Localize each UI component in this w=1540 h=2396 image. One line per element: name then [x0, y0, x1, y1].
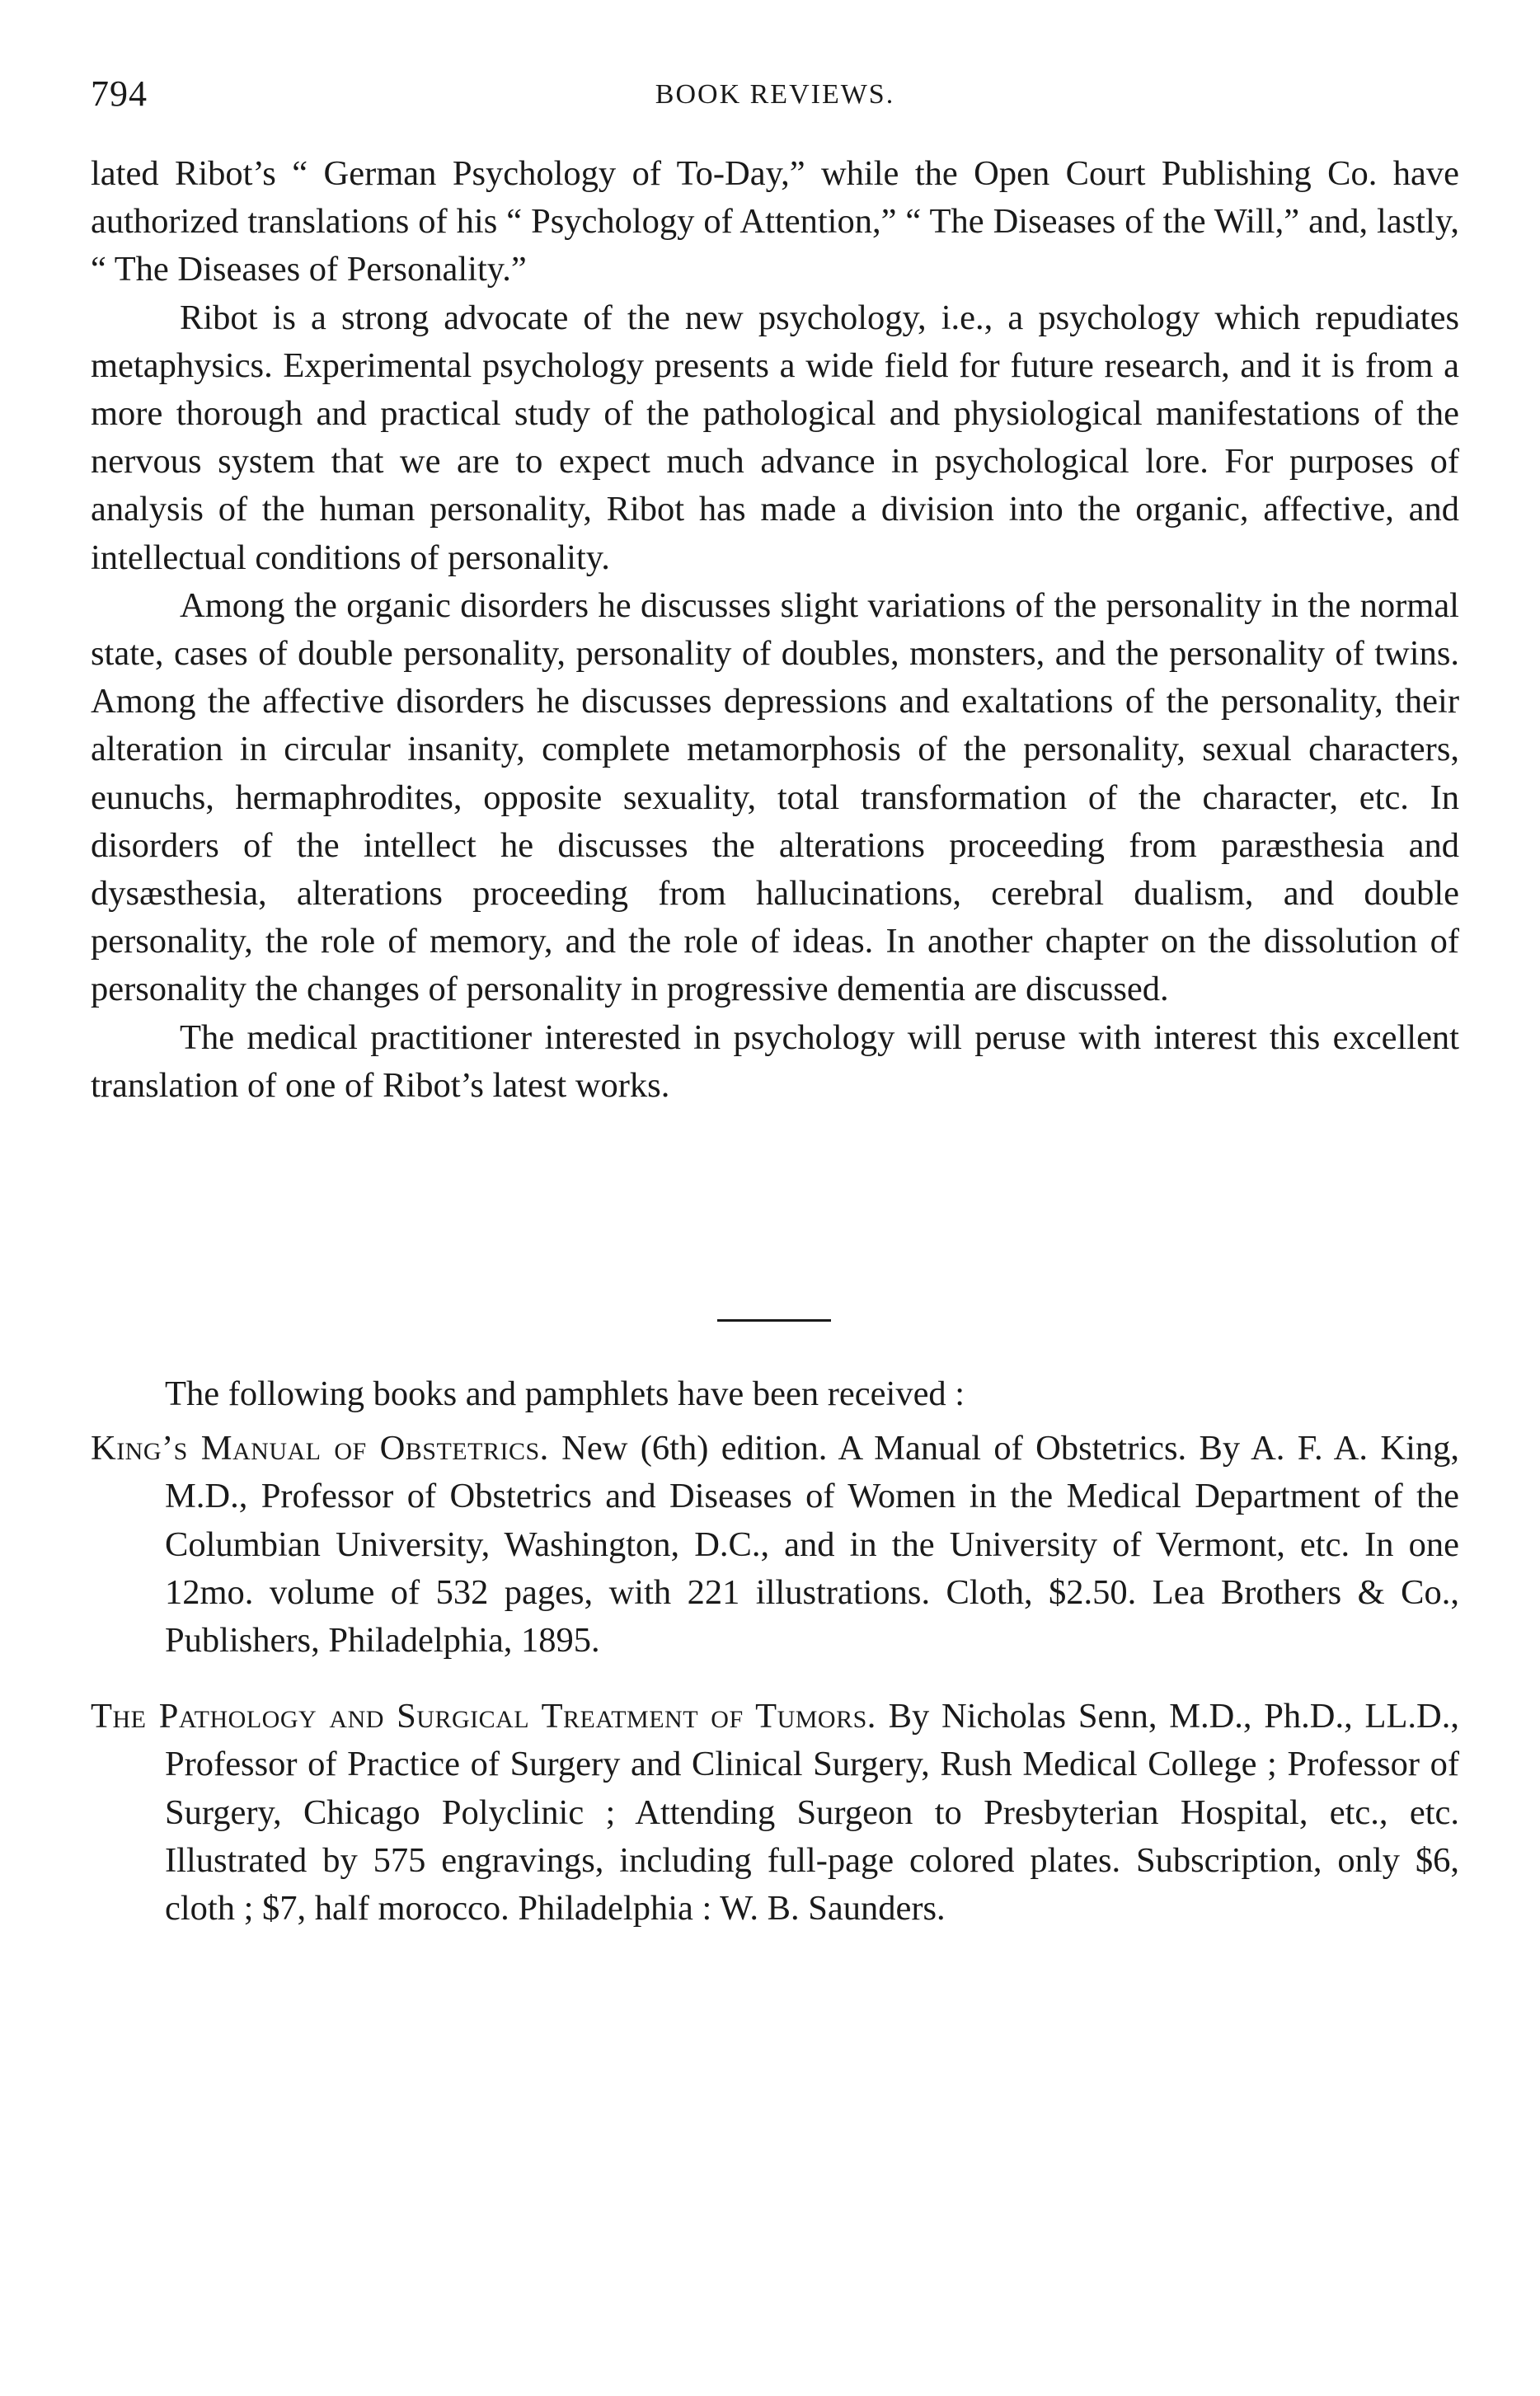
review-paragraph: Among the organic disorders he discusses slight variations of the personality in the normal state, cases of double personality, personality of doubles, monsters, and the personality of twins. Among the affective disorders he discusses depressions and exaltations of the personality, their alteration in circular insanity, complete metamorphosis of the personality, sexual characters, eunuchs, hermaphrodites, opposite sexuality, total transformation of the character, etc. In disorders of the intellect he discusses the alterations proceeding from paræsthesia and dysæsthesia, alterations proceeding from hallucinations, cerebral dualism, and double personality, the role of memory, and the role of ideas. In another chapter on the dissolution of personality the changes of personality in progressive dementia are discussed.	[91, 585, 1459, 1009]
book-entry-title: King’s Manual of Obstetrics.	[91, 1429, 549, 1468]
book-entry	[91, 1693, 1459, 1933]
review-paragraph: The medical practitioner interested in psychology will peruse with interest this excellent translation of one of Ribot’s latest works.	[91, 1017, 1459, 1105]
books-received-intro: The following books and pamphlets have been received :	[165, 1374, 965, 1413]
review-paragraph: lated Ribot’s “ German Psychology of To-Day,” while the Open Court Publishing Co. have authorized translations of his “ Psychology of Attention,” “ The Diseases of the Will,” and, lastly, “ The Diseases of Personality.”	[91, 154, 1459, 289]
book-entry-text: By Nicholas Senn, M.D., Ph.D., LL.D., Professor of Practice of Surgery and Clinical Surgery, Rush Medical College ; Professor of Surgery, Chicago Polyclinic ; Attending Surgeon to Presbyterian Hospital, etc., etc. Illustrated by 575 engravings, including full-page colored plates. Subscription, only $6, cloth ; $7, half morocco. Philadelphia : W. B. Saunders.	[165, 1697, 1459, 1929]
books-received-section	[91, 1370, 1459, 1961]
running-head: BOOK REVIEWS.	[655, 79, 895, 110]
book-entry-title: The Pathology and Surgical Treatment of Tumors.	[91, 1697, 876, 1736]
review-text	[91, 150, 1459, 1110]
review-paragraph: Ribot is a strong advocate of the new psychology, i.e., a psychology which repudiates metaphysics. Experimental psychology presents a wide field for future research, and it is from a more thorough and practical study of the pathological and physiological manifestations of the nervous system that we are to expect much advance in psychological lore. For purposes of analysis of the human personality, Ribot has made a division into the organic, affective, and intellectual conditions of personality.	[91, 298, 1459, 577]
page-header	[91, 73, 1459, 122]
section-divider	[717, 1319, 831, 1322]
page-number: 794	[91, 73, 148, 114]
book-entry	[91, 1425, 1459, 1665]
book-entry-text: New (6th) edition. A Manual of Obstetrics. By A. F. A. King, M.D., Professor of Obstetrics and Diseases of Women in the Medical Department of the Columbian University, Washington, D.C., and in the University of Vermont, etc. In one 12mo. volume of 532 pages, with 221 illustrations. Cloth, $2.50. Lea Brothers & Co., Publishers, Philadelphia, 1895.	[165, 1429, 1459, 1661]
